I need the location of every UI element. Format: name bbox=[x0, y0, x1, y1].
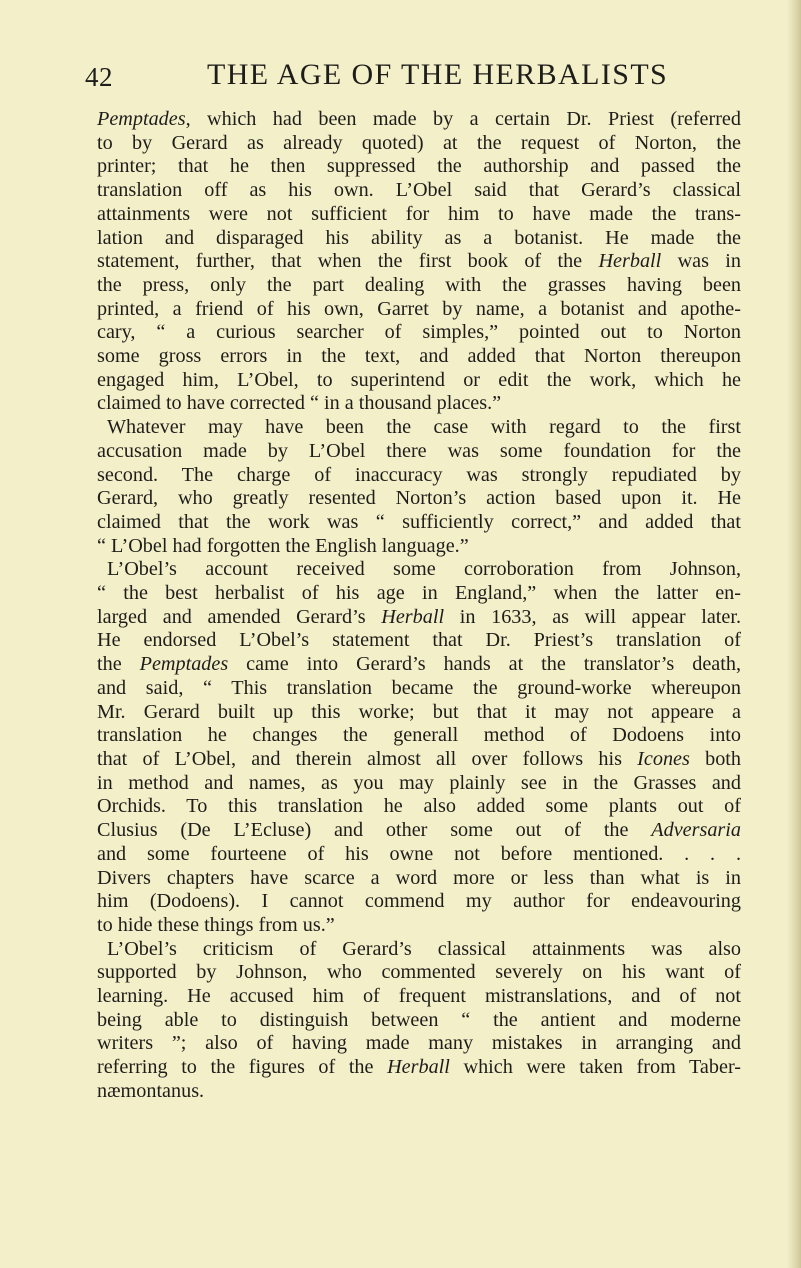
text-segment: and said, “ This translation became the ground-worke whereupon bbox=[97, 676, 741, 699]
text-line bbox=[97, 1080, 741, 1104]
text-segment: writers ”; also of having made many mistakes in arranging and bbox=[97, 1032, 741, 1055]
text-segment: being able to distinguish between “ the antient and moderne bbox=[97, 1008, 741, 1031]
text-segment: in method and names, as you may plainly see in the Grasses and bbox=[97, 771, 741, 794]
text-segment: translation he changes the generall method of Dodoens into bbox=[97, 724, 741, 747]
text-line bbox=[97, 108, 741, 132]
text-line bbox=[97, 819, 741, 843]
text-line bbox=[97, 843, 741, 867]
text-segment: in 1633, as will appear later. bbox=[444, 605, 742, 628]
text-line bbox=[97, 795, 741, 819]
text-line bbox=[97, 677, 741, 701]
text-segment: translation off as his own. L’Obel said that Gerard’s classical bbox=[97, 179, 741, 202]
text-line bbox=[97, 155, 741, 179]
text-segment: claimed to have corrected “ in a thousand places.” bbox=[97, 392, 502, 415]
text-segment: came into Gerard’s hands at the translator’s death, bbox=[228, 653, 741, 676]
text-segment: Mr. Gerard built up this worke; but that it may not appeare a bbox=[97, 700, 741, 723]
text-line bbox=[97, 440, 741, 464]
text-segment: both bbox=[689, 747, 741, 770]
text-line bbox=[97, 132, 741, 156]
text-line bbox=[97, 203, 741, 227]
text-line bbox=[97, 961, 741, 985]
text-line bbox=[97, 321, 741, 345]
text-line bbox=[97, 938, 741, 962]
text-segment: printer; that he then suppressed the authorship and passed the bbox=[97, 155, 741, 178]
text-line bbox=[97, 1009, 741, 1033]
text-segment: cary, “ a curious searcher of simples,” pointed out to Norton bbox=[97, 321, 741, 344]
text-segment: the bbox=[97, 653, 140, 676]
text-line bbox=[97, 985, 741, 1009]
text-line bbox=[97, 487, 741, 511]
text-segment: accusation made by L’Obel there was some foundation for the bbox=[97, 439, 741, 462]
text-line bbox=[97, 582, 741, 606]
text-segment: Orchids. To this translation he also added some plants out of bbox=[97, 795, 741, 818]
text-line bbox=[97, 867, 741, 891]
italic-title: Icones bbox=[637, 747, 690, 770]
italic-title: Adversaria bbox=[651, 819, 741, 842]
text-line bbox=[97, 250, 741, 274]
text-segment: claimed that the work was “ sufficiently correct,” and added that bbox=[97, 510, 741, 533]
text-line bbox=[97, 653, 741, 677]
text-line bbox=[97, 558, 741, 582]
text-line bbox=[97, 914, 741, 938]
text-line bbox=[97, 227, 741, 251]
text-line bbox=[97, 772, 741, 796]
italic-title: Herball bbox=[598, 250, 662, 273]
text-segment: was in bbox=[661, 250, 741, 273]
text-segment: lation and disparaged his ability as a botanist. He made the bbox=[97, 226, 741, 249]
body-text bbox=[97, 108, 741, 1104]
text-segment: larged and amended Gerard’s bbox=[97, 605, 382, 628]
text-line bbox=[97, 535, 741, 559]
text-line bbox=[97, 606, 741, 630]
text-segment: statement, further, that when the first book of the bbox=[97, 250, 599, 273]
text-line bbox=[97, 511, 741, 535]
text-segment: second. The charge of inaccuracy was strongly repudiated by bbox=[97, 463, 741, 486]
text-segment: He endorsed L’Obel’s statement that Dr. Priest’s translation of bbox=[97, 629, 741, 652]
text-segment: the press, only the part dealing with the grasses having been bbox=[97, 273, 741, 296]
text-segment: printed, a friend of his own, Garret by name, a botanist and apothe- bbox=[97, 297, 741, 320]
text-segment: referring to the figures of the bbox=[97, 1056, 388, 1079]
text-segment: Gerard, who greatly resented Norton’s action based upon it. He bbox=[97, 487, 741, 510]
text-line bbox=[97, 1032, 741, 1056]
text-line bbox=[97, 629, 741, 653]
text-segment: engaged him, L’Obel, to superintend or edit the work, which he bbox=[97, 368, 741, 391]
text-segment: “ L’Obel had forgotten the English language.” bbox=[97, 534, 469, 557]
italic-title: Pemptades bbox=[139, 653, 229, 676]
text-line bbox=[97, 464, 741, 488]
text-segment: to hide these things from us.” bbox=[97, 913, 335, 936]
text-segment: Whatever may have been the case with regard to the first bbox=[107, 416, 741, 439]
text-segment: “ the best herbalist of his age in England,” when the latter en- bbox=[97, 582, 741, 605]
text-line bbox=[97, 274, 741, 298]
text-segment: and some fourteene of his owne not before mentioned. . . . bbox=[97, 842, 741, 865]
text-line bbox=[97, 724, 741, 748]
text-segment: some gross errors in the text, and added that Norton thereupon bbox=[97, 345, 741, 368]
text-segment: , which had been made by a certain Dr. Priest (referred bbox=[185, 108, 741, 130]
text-line bbox=[97, 345, 741, 369]
text-line bbox=[97, 748, 741, 772]
text-segment: næmontanus. bbox=[97, 1079, 205, 1102]
text-segment: that of L’Obel, and therein almost all over follows his bbox=[97, 747, 638, 770]
text-segment: to by Gerard as already quoted) at the request of Norton, the bbox=[97, 131, 741, 154]
text-line bbox=[97, 179, 741, 203]
page-number: 42 bbox=[85, 62, 113, 92]
italic-title: Herball bbox=[387, 1056, 450, 1079]
text-segment: attainments were not sufficient for him to have made the trans- bbox=[97, 202, 741, 225]
text-segment: Divers chapters have scarce a word more or less than what is in bbox=[97, 866, 741, 889]
text-segment: learning. He accused him of frequent mistranslations, and of not bbox=[97, 985, 741, 1008]
text-line bbox=[97, 392, 741, 416]
text-segment: him (Dodoens). I cannot commend my author for endeavouring bbox=[97, 890, 741, 913]
text-line bbox=[97, 369, 741, 393]
italic-title: Herball bbox=[381, 605, 445, 628]
text-line bbox=[97, 701, 741, 725]
text-segment: which were taken from Taber- bbox=[449, 1056, 741, 1079]
text-segment: supported by Johnson, who commented severely on his want of bbox=[97, 961, 741, 984]
text-segment: Clusius (De L’Ecluse) and other some out of the bbox=[97, 819, 652, 842]
running-title: THE AGE OF THE HERBALISTS bbox=[207, 58, 669, 91]
text-line bbox=[97, 298, 741, 322]
text-segment: L’Obel’s criticism of Gerard’s classical attainments was also bbox=[107, 937, 741, 960]
italic-title: Pemptades bbox=[97, 108, 186, 130]
page-edge-shadow bbox=[787, 0, 801, 1268]
text-segment: L’Obel’s account received some corroboration from Johnson, bbox=[107, 558, 741, 581]
text-line bbox=[97, 416, 741, 440]
text-line bbox=[97, 1056, 741, 1080]
running-header bbox=[85, 58, 725, 98]
text-line bbox=[97, 890, 741, 914]
